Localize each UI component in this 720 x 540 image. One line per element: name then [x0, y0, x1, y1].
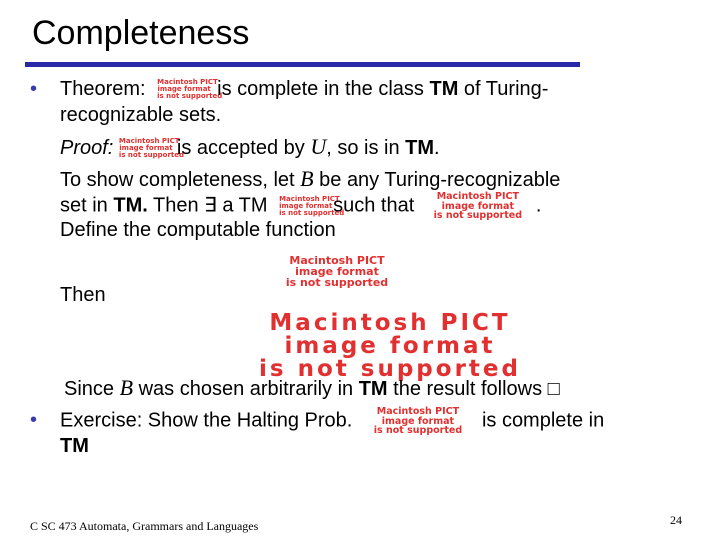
- pict-image: Macintosh PICT image format is not supported: [157, 78, 223, 101]
- title-underline: [25, 62, 580, 67]
- theorem-line: Theorem: Macintosh PICT image format is not supportedis complete in the class TM of Turing-: [60, 78, 549, 101]
- theorem-line-2: recognizable sets.: [60, 104, 222, 126]
- qed-symbol: □: [547, 378, 560, 400]
- machine-u: U: [310, 134, 327, 159]
- pict-image: Macintosh PICT image format is not supported: [433, 191, 523, 221]
- set-b: B: [300, 166, 314, 191]
- bullet-theorem: •: [30, 78, 38, 100]
- then-label: Then: [60, 284, 106, 306]
- page-number: 24: [670, 513, 682, 527]
- define-line: Define the computable function: [60, 219, 336, 241]
- exercise-line: Exercise: Show the Halting Prob. Macintosh PICT image format is not supported is complete in: [60, 406, 605, 436]
- theorem-label: Theorem:: [60, 78, 146, 100]
- theorem-class: TM: [429, 78, 459, 100]
- pict-image: Macintosh PICT image format is not supported: [373, 406, 463, 436]
- pict-image: Macintosh PICT image format is not supported: [279, 194, 345, 217]
- pict-image: Macintosh PICT image format is not supported: [118, 137, 185, 160]
- exercise-line-2: TM: [60, 435, 89, 457]
- theorem-suffix: is complete in the class: [217, 78, 430, 100]
- since-line: Since B was chosen arbitrarily in TM the result follows □: [64, 375, 560, 400]
- set-line: set in TM. Then ∃ a TM Macintosh PICT image format is not supportedsuch that Macintosh PICT image format is not supported .: [60, 191, 542, 221]
- slide-title: Completeness: [32, 14, 250, 52]
- bullet-exercise: •: [30, 409, 38, 431]
- pict-image: Macintosh PICT image format is not supported: [285, 254, 389, 289]
- proof-label: Proof:: [60, 137, 114, 159]
- footer-course: C SC 473 Automata, Grammars and Languages: [30, 519, 259, 533]
- proof-line: Proof: Macintosh PICT image format is not supportedis accepted by U, so is in TM.: [60, 134, 440, 160]
- show-completeness-line: To show completeness, let B be any Turing-recognizable: [60, 166, 561, 191]
- pict-image: Macintosh PICT image format is not supported: [259, 310, 521, 382]
